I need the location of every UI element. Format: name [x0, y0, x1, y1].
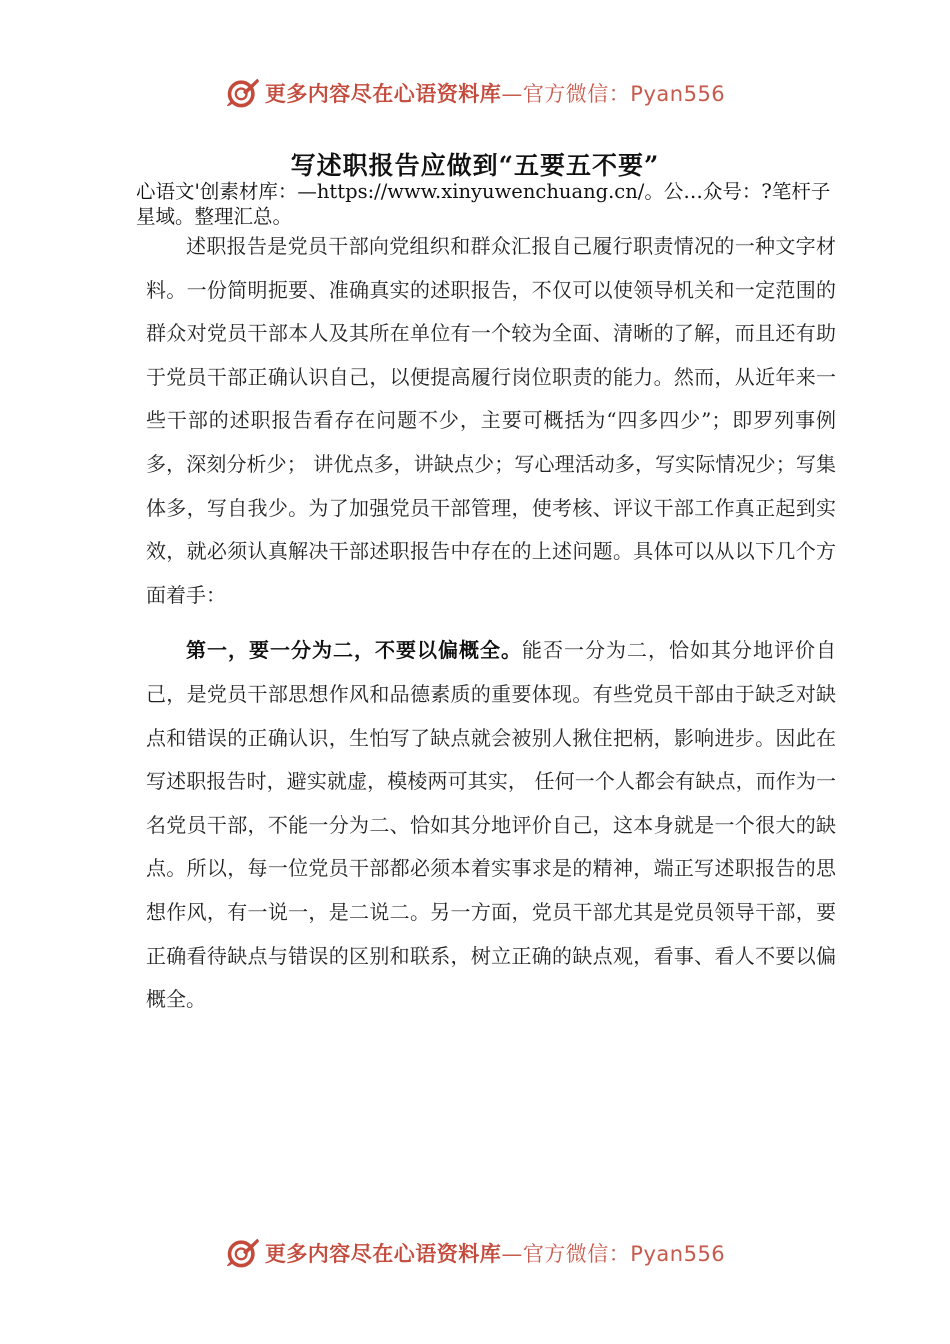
- header-banner-contact: —官方微信：Pyan556: [501, 82, 726, 106]
- header-banner-text: [265, 78, 725, 108]
- header-banner-title: 更多内容尽在心语资料库: [264, 82, 502, 106]
- footer-banner: [0, 1231, 950, 1275]
- document-title: 写述职报告应做到“五要五不要”: [290, 151, 660, 180]
- footer-banner-text: [265, 1238, 725, 1268]
- footer-banner-contact: —官方微信：Pyan556: [501, 1242, 726, 1266]
- paragraph-intro: 述职报告是党员干部向党组织和群众汇报自己履行职责情况的一种文字材料。一份简明扼要、准确真实的述职报告，不仅可以使领导机关和一定范围的群众对党员干部本人及其所在单位有一个较为全面、清晰的了解，而且还有助于党员干部正确认识自己，以便提高履行岗位职责的能力。然而，从近年来一些干部的述职报告看存在问题不少，主要可概括为“四多四少”；即罗列事例多，深刻分析少； 讲优点多，讲缺点少；写心理活动多，写实际情况少；写集体多，写自我少。为了加强党员干部管理，使考核、评议干部工作真正起到实效，就必须认真解决干部述职报告中存在的上述问题。具体可以从以下几个方面着手：: [146, 234, 836, 607]
- paragraph-point-one: [146, 629, 836, 1021]
- brand-logo-icon: [225, 1235, 261, 1271]
- source-note: 心语文'创素材库：—https://www.xinyuwenchuang.cn/。公…众号：?笔杆子星域。整理汇总。: [136, 180, 831, 228]
- footer-banner-title: 更多内容尽在心语资料库: [264, 1242, 502, 1266]
- brand-logo-icon: [225, 75, 261, 111]
- document-body: [146, 225, 836, 1022]
- paragraph-point-one-body: 能否一分为二，恰如其分地评价自己，是党员干部思想作风和品德素质的重要体现。有些党员干部由于缺乏对缺点和错误的正确认识，生怕写了缺点就会被别人揪住把柄，影响进步。因此在写述职报告时，避实就虚，模棱两可其实， 任何一个人都会有缺点，而作为一名党员干部，不能一分为二、恰如其分地评价自己，这本身就是一个很大的缺点。所以，每一位党员干部都必须本着实事求是的精神，端正写述职报告的思想作风，有一说一，是二说二。另一方面，党员干部尤其是党员领导干部，要正确看待缺点与错误的区别和联系，树立正确的缺点观，看事、看人不要以偏概全。: [146, 638, 836, 1012]
- paragraph-point-one-heading: 第一，要一分为二，不要以偏概全。: [186, 638, 522, 663]
- header-banner: [0, 71, 950, 115]
